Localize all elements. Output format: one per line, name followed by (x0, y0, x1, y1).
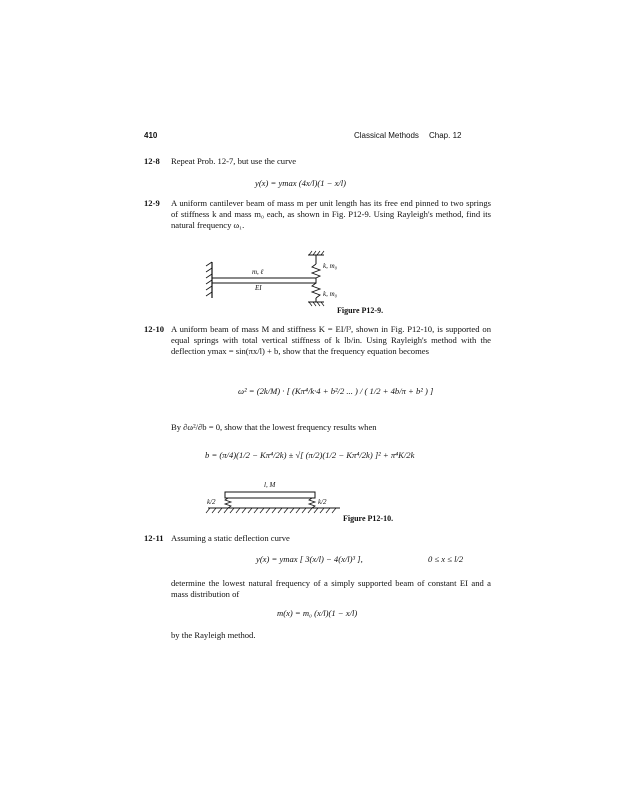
problem-text: Assuming a static deflection curve (171, 533, 290, 543)
problem-number: 12-11 (144, 533, 164, 543)
label-beam-stiffness: EI (255, 284, 262, 292)
problem-text: Repeat Prob. 12-7, but use the curve (171, 156, 297, 166)
label-beam-p12-10: l, M (264, 481, 276, 489)
equation-12-11-mass: m(x) = m₀ (x/l)(1 − x/l) (277, 608, 358, 618)
problem-12-11-text-3: by the Rayleigh method. (171, 630, 256, 640)
problem-number: 12-10 (144, 324, 165, 334)
problem-12-10-text-2: By ∂ω²/∂b = 0, show that the lowest frequency results when (171, 422, 377, 432)
equation-12-10-b: b = (π/4)(1/2 − Kπ⁴/2k) ± √[ (π/2)(1/2 − Kπ⁴/2k) ]² + π⁴K/2k (205, 450, 415, 460)
label-right-spring: k/2 (318, 498, 327, 506)
equation-12-11-range: 0 ≤ x ≤ l/2 (428, 554, 464, 564)
figure-caption-p12-9: Figure P12-9. (337, 306, 384, 315)
label-beam-mass: m, ℓ (252, 268, 264, 276)
right-spring-p12-10 (309, 498, 315, 508)
figure-caption-p12-10: Figure P12-10. (343, 514, 394, 523)
ground-hatch (206, 508, 336, 513)
equation-12-11-deflection: y(x) = ymax [ 3(x/l) − 4(x/l)³ ], (256, 554, 363, 564)
label-left-spring: k/2 (207, 498, 216, 506)
problem-12-11-text-2: determine the lowest natural frequency of a simply supported beam of constant EI and a mass distribution of (171, 578, 491, 599)
problem-text: A uniform beam of mass M and stiffness K = EI/l³, shown in Fig. P12-10, is supported on equal springs with total vertical stiffness of k lb/in. Using Rayleigh's method with the deflection ymax = sin(πx/l) + b, show that the frequency equation becomes (171, 324, 491, 356)
problem-text: A uniform cantilever beam of mass m per unit length has its free end pinned to two springs of stiffness k and mass m₀ each, as shown in Fig. P12-9. Using Rayleigh's method, find its natural frequency ω₁. (171, 198, 491, 230)
equation-12-10-frequency: ω² = (2k/M) · [ (Kπ⁴/k·4 + b²/2 ... ) / ( 1/2 + 4b/π + b² ) ] (238, 386, 434, 396)
problem-number: 12-8 (144, 156, 160, 166)
equation-12-8: y(x) = ymax (4x/l)(1 − x/l) (255, 178, 347, 188)
problem-number: 12-9 (144, 198, 160, 208)
left-spring-p12-10 (225, 498, 231, 508)
beam-p12-10 (225, 492, 315, 498)
label-spring-top: k, m₀ (323, 262, 338, 270)
page-number: 410 (144, 131, 158, 140)
label-spring-bottom: k, m₀ (323, 290, 338, 298)
chapter-label: Chap. 12 (429, 131, 462, 140)
section-title: Classical Methods (354, 131, 419, 140)
